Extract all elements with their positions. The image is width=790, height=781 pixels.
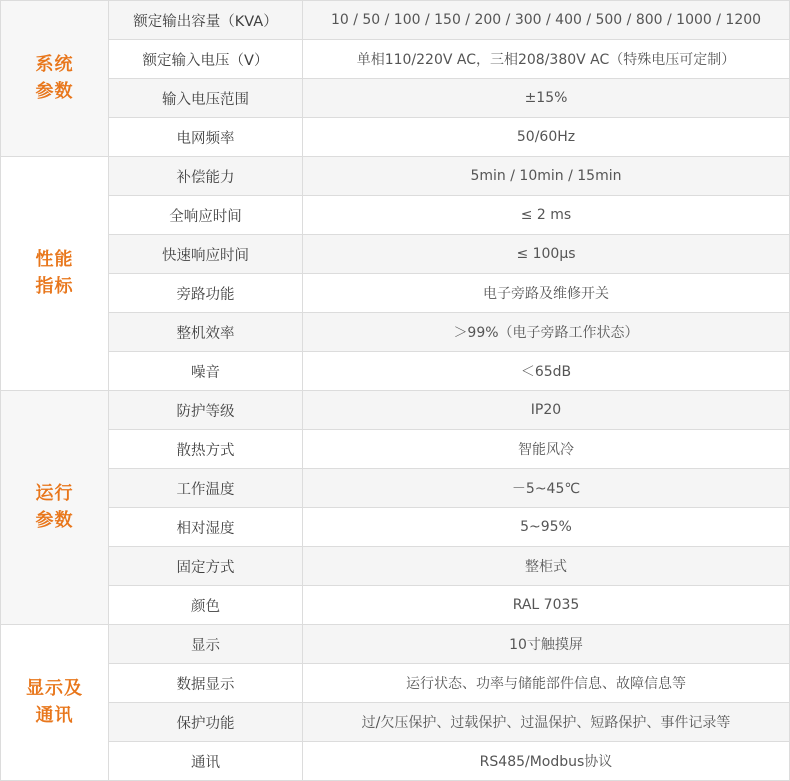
row-value: －5~45℃ (303, 469, 790, 508)
table-row (1, 118, 790, 157)
table-row (1, 469, 790, 508)
table-row (1, 391, 790, 430)
table-row (1, 196, 790, 235)
table-row (1, 664, 790, 703)
row-value: ＞99%（电子旁路工作状态） (303, 313, 790, 352)
table-row (1, 157, 790, 196)
row-label: 工作温度 (109, 469, 303, 508)
row-label: 额定输入电压（V） (109, 40, 303, 79)
table-row (1, 274, 790, 313)
row-value: 5~95% (303, 508, 790, 547)
group-cell-operating-parameters (1, 391, 109, 625)
row-label: 快速响应时间 (109, 235, 303, 274)
table-row (1, 40, 790, 79)
row-label: 相对湿度 (109, 508, 303, 547)
row-value: 单相110/220V AC，三相208/380V AC（特殊电压可定制） (303, 40, 790, 79)
row-label: 显示 (109, 625, 303, 664)
row-value: 过/欠压保护、过载保护、过温保护、短路保护、事件记录等 (303, 703, 790, 742)
row-label: 散热方式 (109, 430, 303, 469)
row-label: 补偿能力 (109, 157, 303, 196)
row-label: 防护等级 (109, 391, 303, 430)
row-value: ±15% (303, 79, 790, 118)
row-label: 噪音 (109, 352, 303, 391)
row-label: 额定输出容量（KVA） (109, 1, 303, 40)
table-row (1, 625, 790, 664)
group-cell-system-parameters (1, 1, 109, 157)
row-label: 全响应时间 (109, 196, 303, 235)
table-row (1, 79, 790, 118)
group-cell-display-communication (1, 625, 109, 781)
specification-table-body (1, 1, 790, 781)
row-label: 旁路功能 (109, 274, 303, 313)
group-cell-performance-indicators (1, 157, 109, 391)
group-label-line: 显示及 (26, 678, 83, 700)
group-label-line: 通讯 (35, 704, 74, 726)
row-label: 整机效率 (109, 313, 303, 352)
row-value: 10 / 50 / 100 / 150 / 200 / 300 / 400 / 500 / 800 / 1000 / 1200 (303, 1, 790, 40)
table-row (1, 313, 790, 352)
table-row (1, 703, 790, 742)
row-label: 数据显示 (109, 664, 303, 703)
table-row (1, 235, 790, 274)
row-value: IP20 (303, 391, 790, 430)
table-row (1, 430, 790, 469)
table-row (1, 586, 790, 625)
row-value: 5min / 10min / 15min (303, 157, 790, 196)
row-label: 颜色 (109, 586, 303, 625)
row-value: 10寸触摸屏 (303, 625, 790, 664)
row-label: 保护功能 (109, 703, 303, 742)
row-value: 电子旁路及维修开关 (303, 274, 790, 313)
row-value: RAL 7035 (303, 586, 790, 625)
row-label: 通讯 (109, 742, 303, 781)
row-value: 整柜式 (303, 547, 790, 586)
group-label-line: 参数 (35, 509, 74, 531)
group-label-line: 性能 (35, 249, 74, 271)
table-row (1, 547, 790, 586)
group-label-line: 运行 (35, 483, 74, 505)
table-row (1, 508, 790, 547)
row-label: 电网频率 (109, 118, 303, 157)
table-row (1, 1, 790, 40)
row-value: 50/60Hz (303, 118, 790, 157)
row-value: ≤ 100μs (303, 235, 790, 274)
table-row (1, 352, 790, 391)
row-label: 输入电压范围 (109, 79, 303, 118)
row-value: RS485/Modbus协议 (303, 742, 790, 781)
group-label-line: 参数 (35, 80, 74, 102)
row-value: 智能风冷 (303, 430, 790, 469)
row-value: ＜65dB (303, 352, 790, 391)
group-label-line: 系统 (35, 54, 74, 76)
row-label: 固定方式 (109, 547, 303, 586)
group-label-line: 指标 (35, 275, 74, 297)
row-value: 运行状态、功率与储能部件信息、故障信息等 (303, 664, 790, 703)
table-row (1, 742, 790, 781)
row-value: ≤ 2 ms (303, 196, 790, 235)
